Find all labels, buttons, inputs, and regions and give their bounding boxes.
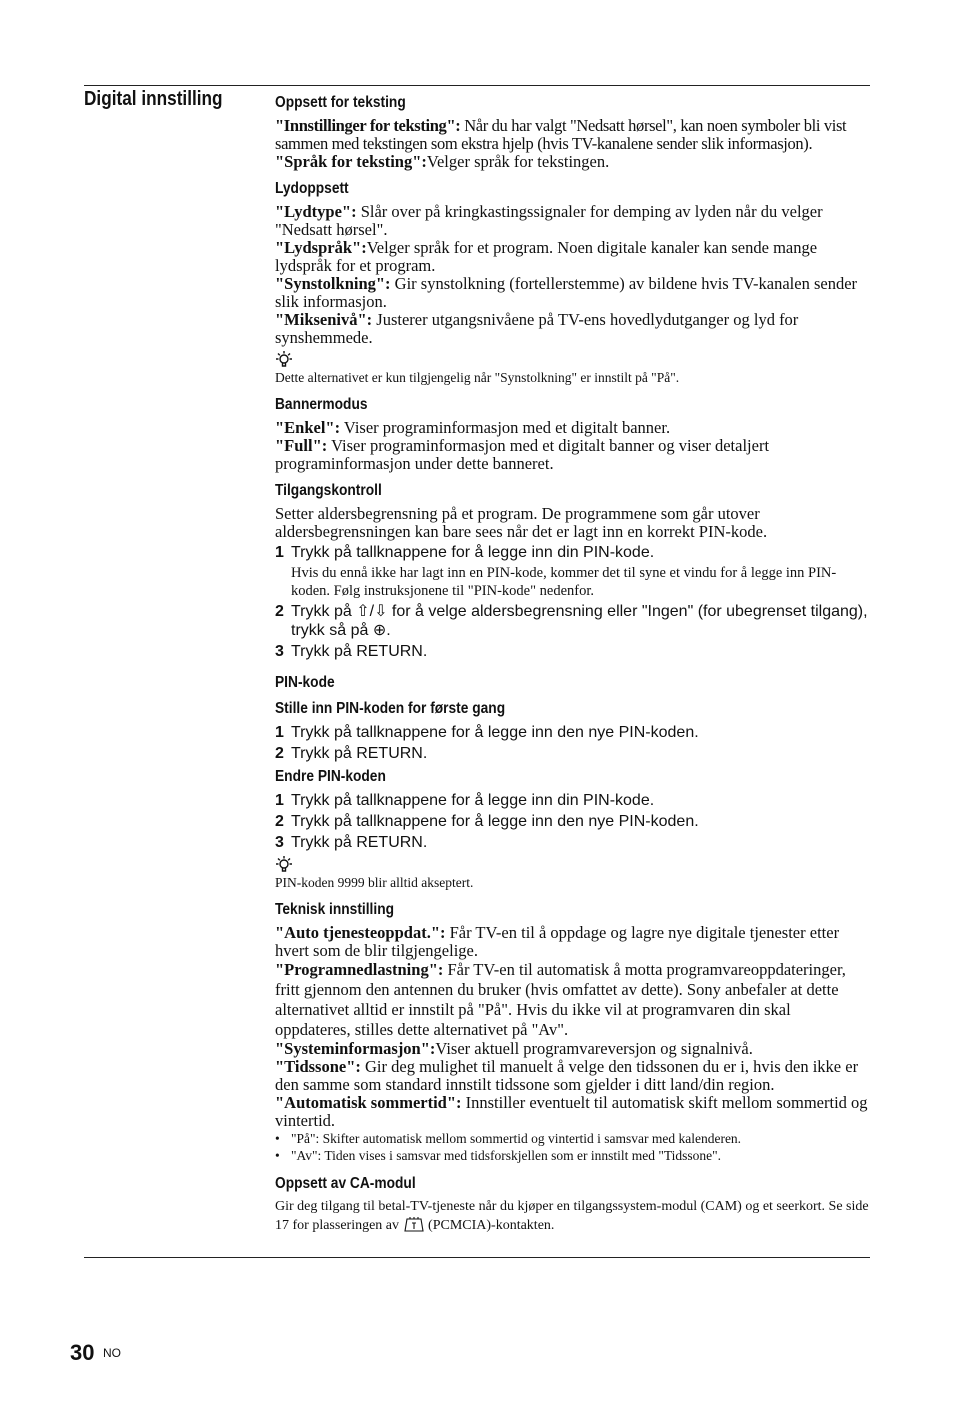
tilgang-step-3: 3 Trykk på RETURN. (275, 643, 428, 660)
page-language: NO (103, 1346, 121, 1360)
teknisk-tidssone: "Tidssone": Gir deg mulighet til manuelt å velge den tidssonen du er i, hvis den ikke er den samme som standard innstilt tidssone som gjelder i ditt land/din region. (275, 1057, 859, 1094)
heading-pin-set: Stille inn PIN-koden for første gang (275, 700, 506, 717)
pin-change-step-3: 3 Trykk på RETURN. (275, 834, 428, 851)
lightbulb-hint-icon (275, 349, 870, 369)
arrow-down-icon: ⇩ (374, 603, 388, 620)
page-number: 30 (70, 1340, 95, 1365)
lyd-hint: Dette alternativet er kun tilgjengelig når "Synstolkning" er innstilt på "På". (275, 370, 680, 385)
heading-pin-change: Endre PIN-koden (275, 768, 386, 785)
heading-teknisk: Teknisk innstilling (275, 901, 395, 918)
heading-teksting: Oppsett for teksting (275, 94, 406, 111)
pin-set-step-2: 2 Trykk på RETURN. (275, 745, 428, 762)
tilgang-note: Hvis du ennå ikke har lagt inn en PIN-kode, kommer det til syne et vindu for å legge inn PIN-koden. Følg instruksjonene til "PIN-kode" nedenfor. (291, 565, 837, 599)
ca-text: Gir deg tilgang til betal-TV-tjeneste når du kjøper en tilgangssystem-modul (CAM) og et seerkort. Se side 17 for plasseringen av (PCMCIA)-kontakten. (275, 1199, 869, 1233)
enter-button-icon: ⊕ (372, 622, 387, 639)
main-content (275, 93, 870, 1235)
teknisk-systeminformasjon: "Systeminformasjon":Viser aktuell programvareversjon og signalnivå. (275, 1039, 753, 1058)
pin-set-step-1: 1 Trykk på tallknappene for å legge inn den nye PIN-koden. (275, 724, 699, 741)
list-item: • "Av": Tiden vises i samsvar med tidsforskjellen som er innstilt med "Tidssone". (275, 1148, 722, 1163)
pin-change-step-1: 1 Trykk på tallknappene for å legge inn din PIN-kode. (275, 792, 655, 809)
heading-pin: PIN-kode (275, 674, 335, 691)
arrow-up-icon: ⇧ (356, 603, 370, 620)
heading-ca: Oppsett av CA-modul (275, 1175, 416, 1192)
top-rule (84, 85, 870, 86)
lyd-synstolkning: "Synstolkning": Gir synstolkning (fortellerstemme) av bildene hvis TV-kanalen sender slik informasjon. (275, 274, 858, 311)
teknisk-programnedlastning: "Programnedlastning": Får TV-en til automatisk å motta programvareoppdateringer, fritt gjennom den antennen du bruker (hvis omfattet av dette). Sony anbefaler at dette alternativet alltid er innstilt på "På". Hvis du ikke vil at programvaren din skal oppdateres, stilles dette alternativet på "Av". (275, 960, 846, 1039)
lightbulb-hint-icon (275, 854, 870, 874)
teksting-sprak: "Språk for teksting":Velger språk for tekstingen. (275, 152, 610, 171)
teknisk-auto: "Auto tjenesteoppdat.": Får TV-en til å oppdage og lagre nye digitale tjenester etter hvert som de blir tilgjengelige. (275, 923, 840, 960)
pin-hint: PIN-koden 9999 blir alltid akseptert. (275, 875, 474, 890)
tilgang-intro: Setter aldersbegrensning på et program. De programmene som går utover aldersbegrensningen kan bare sees når det er lagt inn en korrekt PIN-kode. (275, 504, 768, 541)
lyd-sprak: "Lydspråk":Velger språk for et program. Noen digitale kanaler kan sende mange lydspråk for et program. (275, 238, 818, 275)
bottom-rule (84, 1257, 870, 1258)
list-item: • "På": Skifter automatisk mellom sommertid og vintertid i samsvar med kalenderen. (275, 1131, 742, 1146)
banner-full: "Full": Viser programinformasjon med et digitalt banner og viser detaljert programinformasjon under dette banneret. (275, 436, 770, 473)
teksting-innstillinger: "Innstillinger for teksting": Når du har valgt "Nedsatt hørsel", kan noen symboler bli vist sammen med tekstingen som ekstra hjelp (hvis TV-kanalene sender slik informasjon). (275, 116, 847, 153)
pcmcia-slot-icon (403, 1216, 425, 1232)
heading-tilgang: Tilgangskontroll (275, 482, 382, 499)
banner-enkel: "Enkel": Viser programinformasjon med et digitalt banner. (275, 418, 671, 437)
pin-change-step-2: 2 Trykk på tallknappene for å legge inn den nye PIN-koden. (275, 813, 699, 830)
teknisk-sommertid: "Automatisk sommertid": Innstiller eventuelt til automatisk skift mellom sommertid og vintertid. (275, 1093, 868, 1130)
lyd-type: "Lydtype": Slår over på kringkastingssignaler for demping av lyden når du velger "Nedsatt hørsel". (275, 202, 823, 239)
section-title: Digital innstilling (84, 88, 223, 110)
tilgang-step-2: 2 Trykk på ⇧/⇩ for å velge aldersbegrensning eller "Ingen" (for ubegrenset tilgang), trykk så på ⊕. (275, 603, 868, 639)
heading-banner: Bannermodus (275, 396, 368, 413)
lyd-miksenivaa: "Miksenivå": Justerer utgangsnivåene på TV-ens hovedlydutganger og lyd for synshemmede. (275, 310, 799, 347)
tilgang-step-1: 1 Trykk på tallknappene for å legge inn din PIN-kode. (275, 544, 655, 561)
heading-lyd: Lydoppsett (275, 180, 349, 197)
